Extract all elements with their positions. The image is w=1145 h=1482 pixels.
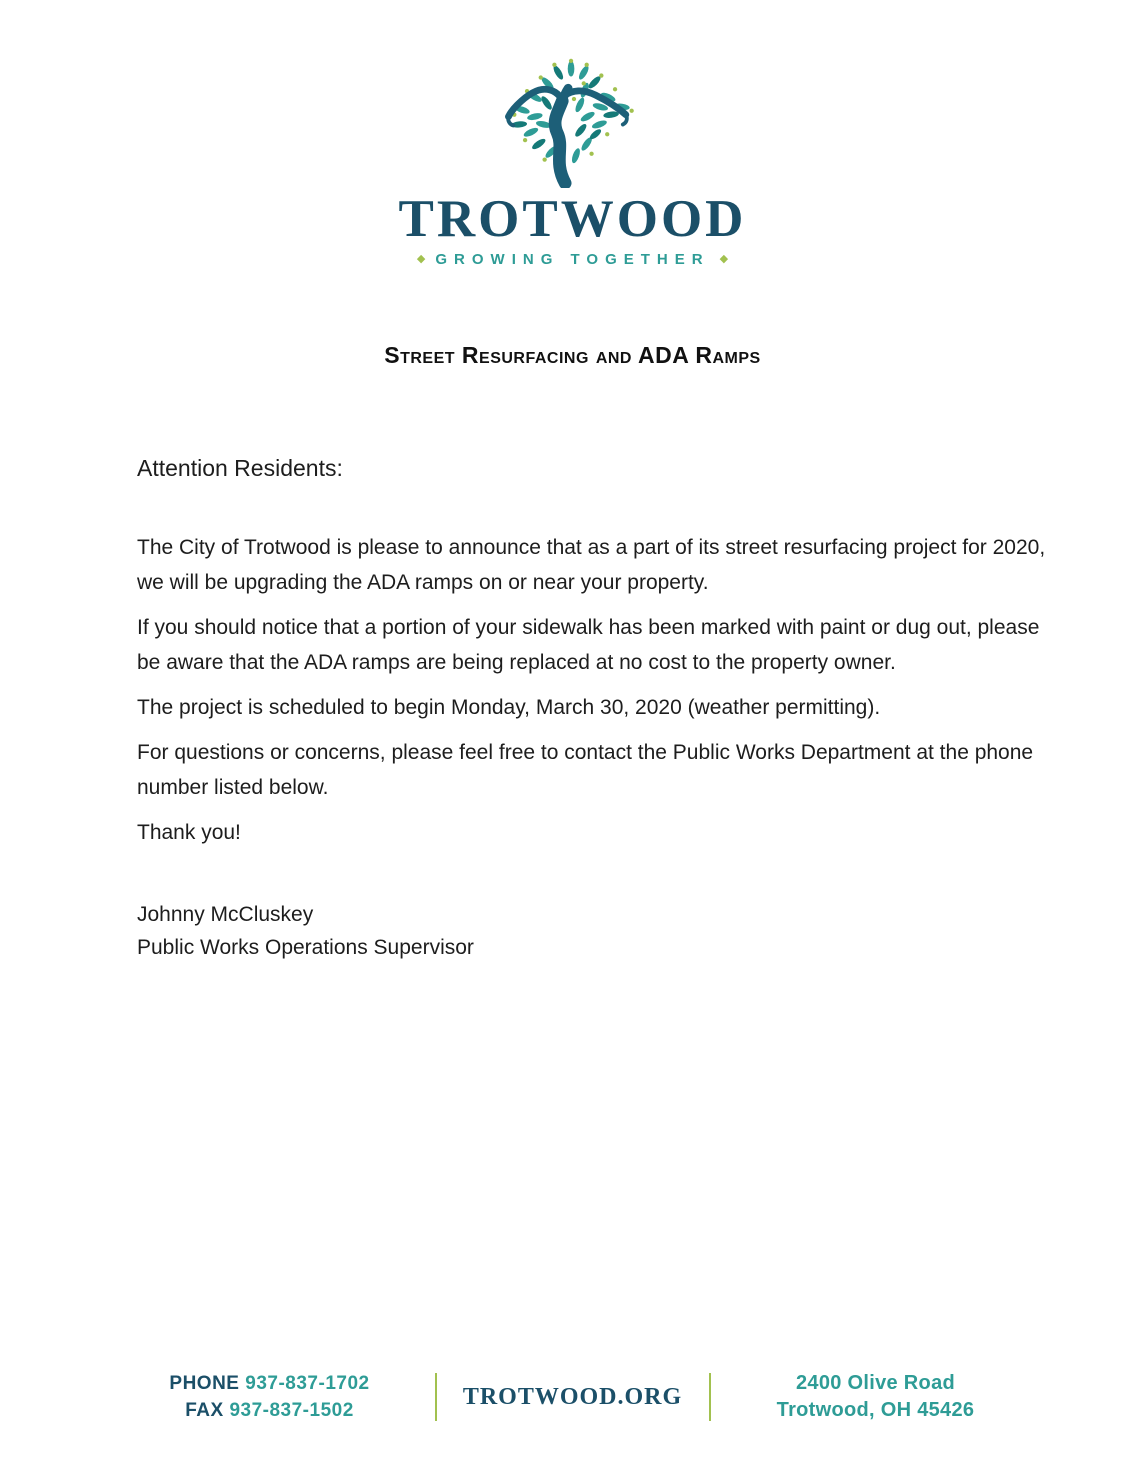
paragraph: For questions or concerns, please feel free to contact the Public Works Department at the phone number listed below. xyxy=(137,741,1034,800)
fax-line xyxy=(105,1397,435,1424)
paragraph: If you should notice that a portion of your sidewalk has been marked with paint or dug out, please be aware that the ADA ramps are being replaced at no cost to the property owner. xyxy=(137,616,1040,675)
footer-address xyxy=(711,1370,1041,1424)
signature-title: Public Works Operations Supervisor xyxy=(137,936,474,960)
paragraph: The City of Trotwood is please to announce that as a part of its street resurfacing project for 2020, we will be upgrading the ADA ramps on or near your property. xyxy=(137,536,1046,595)
phone-label: PHONE xyxy=(169,1373,240,1394)
signature-block xyxy=(137,898,1047,964)
logo-wordmark: TROTWOOD xyxy=(398,190,747,248)
signature-name: Johnny McCluskey xyxy=(137,903,314,927)
salutation: Attention Residents: xyxy=(137,455,343,482)
fax-number: 937-837-1502 xyxy=(229,1400,354,1421)
footer-contact xyxy=(105,1370,435,1424)
logo-tagline xyxy=(417,251,728,268)
website-text: TROTWOOD.ORG xyxy=(462,1383,683,1410)
footer-website xyxy=(437,1384,709,1411)
address-line-1: 2400 Olive Road xyxy=(795,1372,956,1394)
address-line-2: Trotwood, OH 45426 xyxy=(776,1399,975,1421)
logo-tagline-text: GROWING TOGETHER xyxy=(435,251,710,269)
diamond-icon: ◆ xyxy=(719,253,729,266)
trotwood-logo xyxy=(0,0,1145,268)
letter-body xyxy=(137,451,1047,964)
paragraph: The project is scheduled to begin Monday, March 30, 2020 (weather permitting). xyxy=(137,696,881,720)
tree-icon xyxy=(485,56,661,188)
letter-title: Street Resurfacing and ADA Ramps xyxy=(384,342,761,369)
diamond-icon: ◆ xyxy=(416,253,426,266)
fax-label: FAX xyxy=(185,1400,224,1421)
phone-line xyxy=(105,1370,435,1397)
footer xyxy=(0,1370,1145,1424)
phone-number: 937-837-1702 xyxy=(245,1373,370,1394)
closing: Thank you! xyxy=(137,821,241,845)
